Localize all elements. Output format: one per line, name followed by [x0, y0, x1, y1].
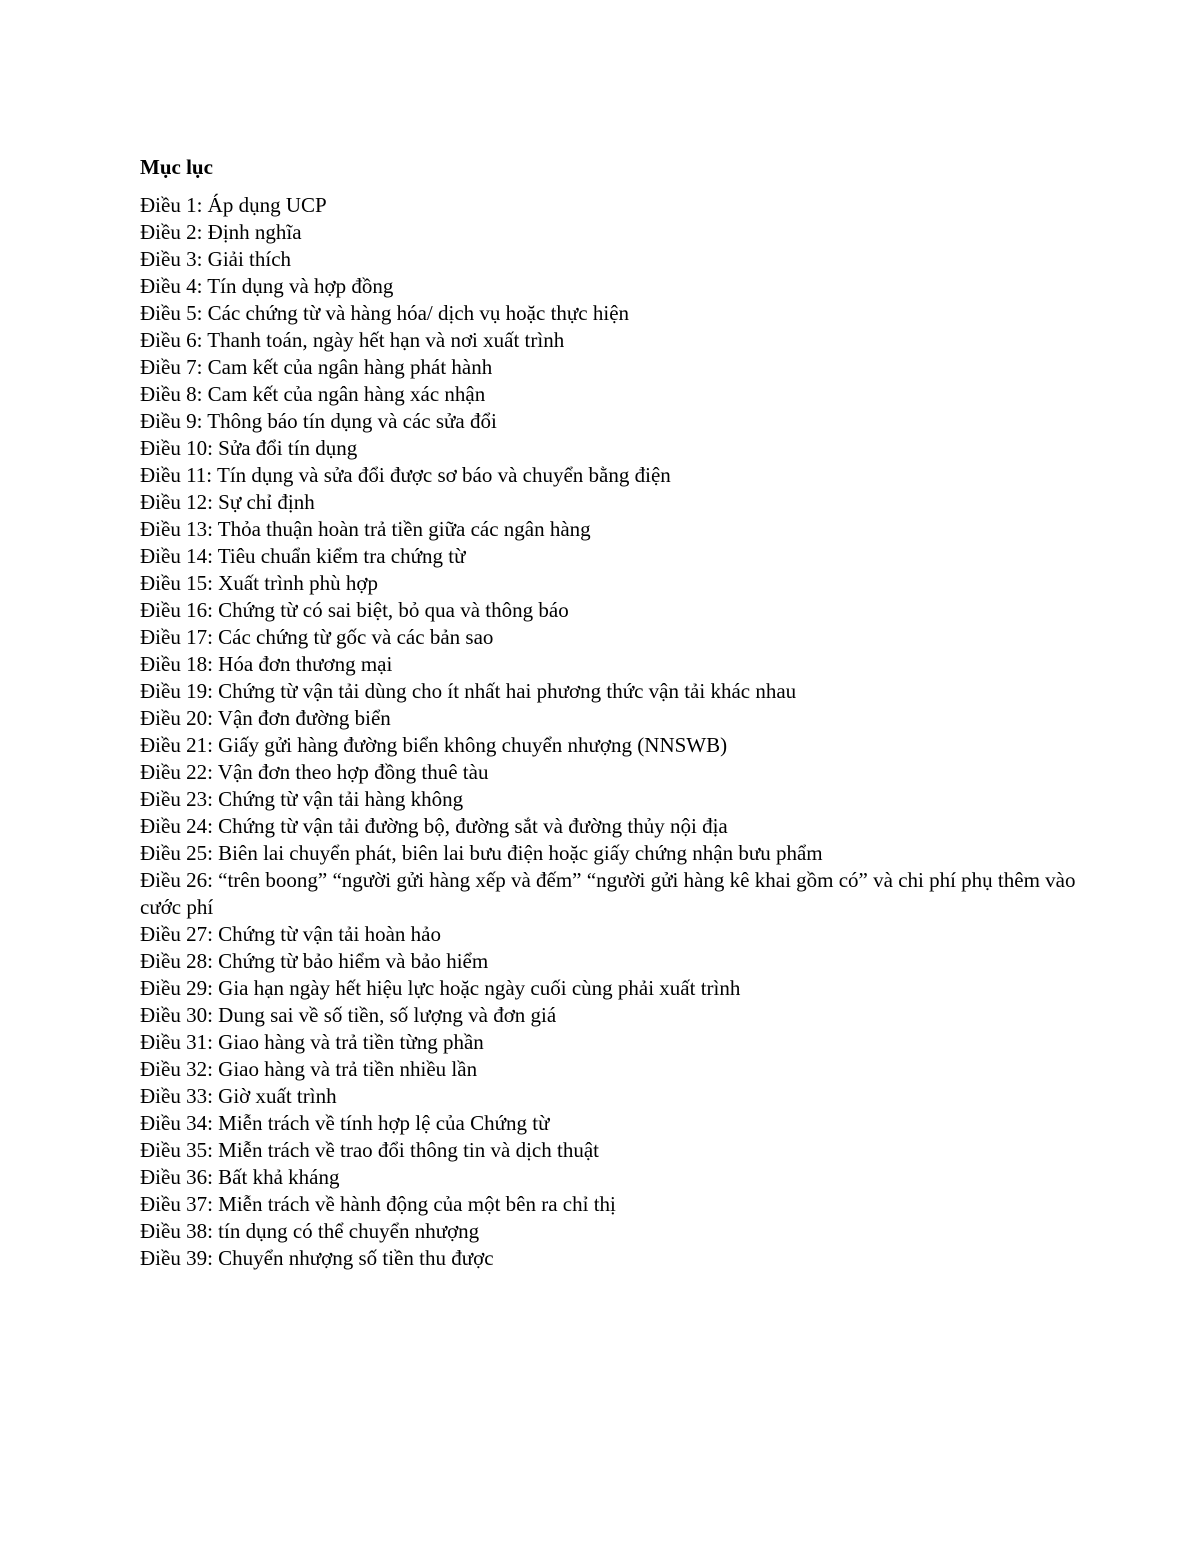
toc-item: Điều 4: Tín dụng và hợp đồng	[140, 274, 394, 298]
toc-item: Điều 13: Thỏa thuận hoàn trả tiền giữa các ngân hàng	[140, 517, 591, 541]
toc-item: Điều 28: Chứng từ bảo hiểm và bảo hiểm	[140, 949, 489, 973]
toc-item: Điều 38: tín dụng có thể chuyển nhượng	[140, 1219, 480, 1243]
toc-item: Điều 10: Sửa đổi tín dụng	[140, 436, 358, 460]
toc-item: Điều 23: Chứng từ vận tải hàng không	[140, 787, 464, 811]
toc-item: Điều 20: Vận đơn đường biển	[140, 706, 391, 730]
toc-item: Điều 18: Hóa đơn thương mại	[140, 652, 393, 676]
toc-item: Điều 2: Định nghĩa	[140, 220, 302, 244]
toc-item: Điều 36: Bất khả kháng	[140, 1165, 340, 1189]
toc-item: Điều 1: Áp dụng UCP	[140, 193, 327, 217]
toc-item: Điều 15: Xuất trình phù hợp	[140, 571, 378, 595]
toc-item: Điều 31: Giao hàng và trả tiền từng phần	[140, 1030, 484, 1054]
toc-item: Điều 14: Tiêu chuẩn kiểm tra chứng từ	[140, 544, 466, 568]
toc-item: Điều 12: Sự chỉ định	[140, 490, 315, 514]
toc-item: Điều 21: Giấy gửi hàng đường biển không chuyển nhượng (NNSWB)	[140, 733, 728, 757]
toc-list	[140, 192, 1080, 1272]
toc-item: Điều 39: Chuyển nhượng số tiền thu được	[140, 1246, 494, 1270]
toc-item: Điều 30: Dung sai về số tiền, số lượng và đơn giá	[140, 1003, 557, 1027]
toc-item: Điều 11: Tín dụng và sửa đổi được sơ báo và chuyển bằng điện	[140, 463, 671, 487]
toc-item: Điều 16: Chứng từ có sai biệt, bỏ qua và thông báo	[140, 598, 569, 622]
toc-item: Điều 26: “trên boong” “người gửi hàng xếp và đếm” “người gửi hàng kê khai gồm có” và chi phí phụ thêm vào cước phí	[140, 868, 1076, 919]
toc-item: Điều 9: Thông báo tín dụng và các sửa đổi	[140, 409, 497, 433]
toc-item: Điều 5: Các chứng từ và hàng hóa/ dịch vụ hoặc thực hiện	[140, 301, 630, 325]
toc-item: Điều 29: Gia hạn ngày hết hiệu lực hoặc ngày cuối cùng phải xuất trình	[140, 976, 741, 1000]
table-of-contents	[140, 152, 1080, 1272]
toc-item: Điều 19: Chứng từ vận tải dùng cho ít nhất hai phương thức vận tải khác nhau	[140, 679, 797, 703]
toc-item: Điều 34: Miễn trách về tính hợp lệ của Chứng từ	[140, 1111, 550, 1135]
toc-item: Điều 6: Thanh toán, ngày hết hạn và nơi xuất trình	[140, 328, 565, 352]
toc-item: Điều 32: Giao hàng và trả tiền nhiều lần	[140, 1057, 478, 1081]
toc-item: Điều 7: Cam kết của ngân hàng phát hành	[140, 355, 493, 379]
toc-item: Điều 37: Miễn trách về hành động của một bên ra chỉ thị	[140, 1192, 616, 1216]
toc-item: Điều 8: Cam kết của ngân hàng xác nhận	[140, 382, 486, 406]
toc-item: Điều 24: Chứng từ vận tải đường bộ, đường sắt và đường thủy nội địa	[140, 814, 728, 838]
toc-item: Điều 3: Giải thích	[140, 247, 292, 271]
toc-item: Điều 17: Các chứng từ gốc và các bản sao	[140, 625, 494, 649]
toc-item: Điều 33: Giờ xuất trình	[140, 1084, 337, 1108]
toc-item: Điều 27: Chứng từ vận tải hoàn hảo	[140, 922, 441, 946]
toc-item: Điều 22: Vận đơn theo hợp đồng thuê tàu	[140, 760, 489, 784]
toc-title: Mục lục	[140, 155, 213, 179]
toc-item: Điều 25: Biên lai chuyển phát, biên lai bưu điện hoặc giấy chứng nhận bưu phẩm	[140, 841, 823, 865]
toc-item: Điều 35: Miễn trách về trao đổi thông tin và dịch thuật	[140, 1138, 599, 1162]
